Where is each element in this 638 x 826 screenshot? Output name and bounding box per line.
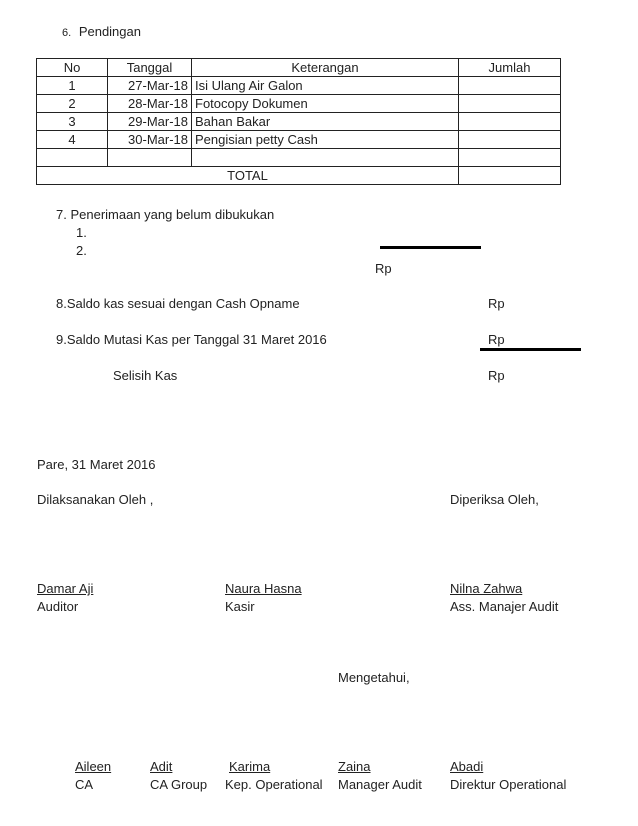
table-cell xyxy=(192,149,459,167)
pendingan-table xyxy=(36,58,561,185)
table-cell: 27-Mar-18 xyxy=(108,77,192,95)
table-cell: Isi Ulang Air Galon xyxy=(192,77,459,95)
column-header: Tanggal xyxy=(108,59,192,77)
approver-role: Kep. Operational xyxy=(225,777,323,792)
section-7-item: 1. xyxy=(76,225,87,240)
table-cell xyxy=(459,95,561,113)
table-cell: Pengisian petty Cash xyxy=(192,131,459,149)
approver-name: Aileen xyxy=(75,759,112,774)
table-cell: 2 xyxy=(37,95,108,113)
signer-name: Damar Aji xyxy=(37,581,94,596)
table-row xyxy=(37,77,561,95)
section-6-heading xyxy=(62,24,141,39)
section-7-rp: Rp xyxy=(375,261,392,276)
table-cell: Bahan Bakar xyxy=(192,113,459,131)
table-cell xyxy=(108,149,192,167)
dilaksanakan-label: Dilaksanakan Oleh , xyxy=(37,492,154,507)
table-cell: 28-Mar-18 xyxy=(108,95,192,113)
approver-role: CA Group xyxy=(150,777,208,792)
table-cell xyxy=(459,113,561,131)
table-cell xyxy=(459,131,561,149)
diperiksa-label: Diperiksa Oleh, xyxy=(450,492,539,507)
section-title: Pendingan xyxy=(78,24,141,39)
column-header: Keterangan xyxy=(192,59,459,77)
signer-role: Auditor xyxy=(37,599,79,614)
section-number: 6. xyxy=(62,27,72,39)
place-date: Pare, 31 Maret 2016 xyxy=(37,457,156,472)
table-cell xyxy=(459,149,561,167)
table-cell: 4 xyxy=(37,131,108,149)
approver-role: Direktur Operational xyxy=(450,777,567,792)
section-7-title: 7. Penerimaan yang belum dibukukan xyxy=(56,207,275,222)
section-7-item: 2. xyxy=(76,243,87,258)
table-cell: 3 xyxy=(37,113,108,131)
approver-name: Adit xyxy=(150,759,173,774)
table-row xyxy=(37,131,561,149)
approver-name: Abadi xyxy=(450,759,484,774)
selisih-rp: Rp xyxy=(488,368,505,383)
table-cell: 29-Mar-18 xyxy=(108,113,192,131)
total-value xyxy=(459,167,561,185)
selisih-label: Selisih Kas xyxy=(113,368,178,383)
signer-role: Kasir xyxy=(225,599,255,614)
table-header-row xyxy=(37,59,561,77)
approver-name: Karima xyxy=(229,759,271,774)
section-9-rp: Rp xyxy=(488,332,505,347)
table-row xyxy=(37,95,561,113)
total-label: TOTAL xyxy=(37,167,459,185)
table-cell: 1 xyxy=(37,77,108,95)
approver-role: Manager Audit xyxy=(338,777,422,792)
signer-name: Naura Hasna xyxy=(225,581,302,596)
table-cell xyxy=(37,149,108,167)
section-8-label: 8.Saldo kas sesuai dengan Cash Opname xyxy=(56,296,300,311)
sum-line xyxy=(480,348,581,351)
signer-role: Ass. Manajer Audit xyxy=(450,599,559,614)
table-row xyxy=(37,149,561,167)
signer-name: Nilna Zahwa xyxy=(450,581,523,596)
section-8-rp: Rp xyxy=(488,296,505,311)
table-total-row xyxy=(37,167,561,185)
column-header: No xyxy=(37,59,108,77)
signature-line xyxy=(380,246,481,249)
table-cell: Fotocopy Dokumen xyxy=(192,95,459,113)
mengetahui-label: Mengetahui, xyxy=(338,670,410,685)
column-header: Jumlah xyxy=(459,59,561,77)
table-row xyxy=(37,113,561,131)
table-cell: 30-Mar-18 xyxy=(108,131,192,149)
approver-role: CA xyxy=(75,777,94,792)
table-cell xyxy=(459,77,561,95)
approver-name: Zaina xyxy=(338,759,371,774)
section-9-label: 9.Saldo Mutasi Kas per Tanggal 31 Maret 2016 xyxy=(56,332,327,347)
